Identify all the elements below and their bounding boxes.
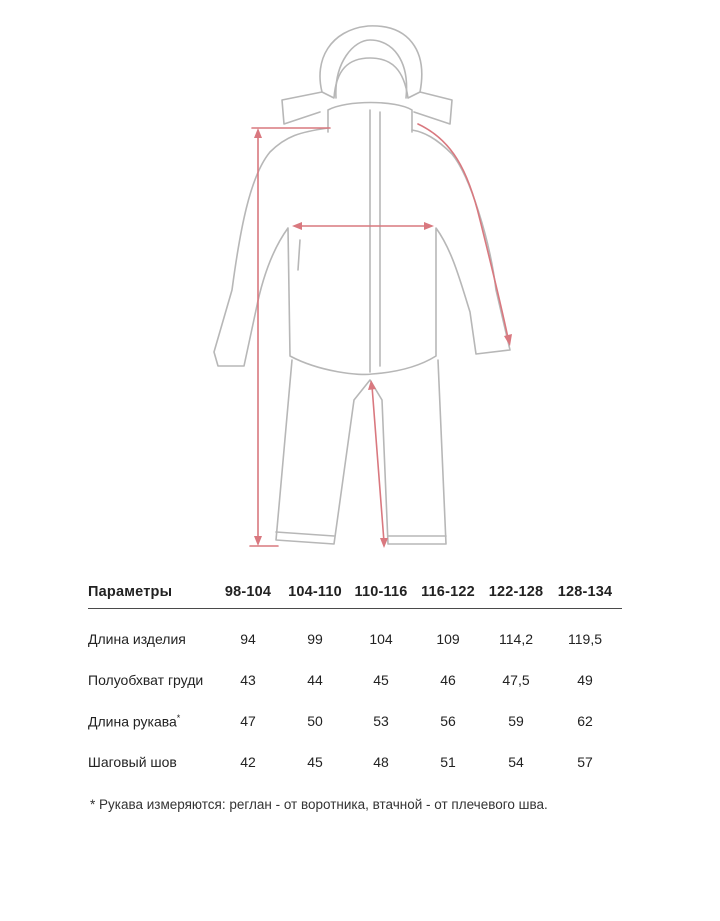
footnote-marker: *	[176, 713, 181, 723]
table-cell: 56	[440, 713, 456, 729]
table-row	[88, 660, 622, 701]
footnote: * Рукава измеряются: реглан - от воротника, втачной - от плечевого шва.	[90, 797, 548, 812]
table-cell: 119,5	[568, 631, 602, 647]
header-parameters: Параметры	[88, 584, 173, 600]
row-label: Полуобхват груди	[88, 672, 204, 688]
pocket-left	[298, 240, 300, 270]
header-size: 104-110	[288, 584, 342, 600]
table-row	[88, 701, 622, 742]
chest-arrow-left	[292, 222, 302, 230]
table-cell: 94	[240, 631, 256, 647]
table-cell: 45	[307, 754, 323, 770]
table-cell: 43	[240, 672, 256, 688]
hood-tab-left	[282, 92, 322, 124]
chest-arrow-right	[424, 222, 434, 230]
row-label	[88, 713, 180, 730]
size-table	[88, 578, 622, 783]
header-size: 98-104	[224, 584, 272, 600]
inseam-arrow-bottom	[380, 538, 388, 548]
table-cell: 109	[436, 631, 460, 647]
sleeve-measure-line	[418, 124, 508, 338]
table-cell: 47	[240, 713, 256, 729]
table-cell: 50	[307, 713, 323, 729]
row-label: Длина изделия	[88, 631, 186, 647]
table-cell: 62	[577, 713, 593, 729]
table-cell: 48	[373, 754, 389, 770]
table-cell: 42	[240, 754, 256, 770]
pants-outline	[276, 360, 446, 544]
header-size: 116-122	[421, 584, 475, 600]
header-size: 110-116	[354, 584, 408, 600]
hood-inner	[336, 40, 407, 98]
length-arrow-bottom	[254, 536, 262, 546]
table-cell: 99	[307, 631, 323, 647]
table-cell: 47,5	[502, 672, 530, 688]
table-cell: 59	[508, 713, 524, 729]
table-cell: 51	[440, 754, 456, 770]
table-row	[88, 619, 622, 660]
table-cell: 104	[369, 631, 393, 647]
table-cell: 46	[440, 672, 456, 688]
table-cell: 54	[508, 754, 524, 770]
table-header	[88, 578, 622, 609]
length-arrow-top	[254, 128, 262, 138]
table-row	[88, 742, 622, 783]
row-label: Шаговый шов	[88, 754, 177, 770]
table-cell: 49	[577, 672, 593, 688]
table-cell: 44	[307, 672, 323, 688]
header-size: 122-128	[488, 584, 544, 600]
cuff-left	[276, 532, 334, 536]
header-size: 128-134	[557, 584, 613, 600]
table-cell: 53	[373, 713, 389, 729]
table-cell: 57	[577, 754, 593, 770]
row-label-text: Длина рукава	[88, 713, 177, 730]
hood-tab-right	[414, 92, 452, 124]
table-cell: 114,2	[499, 631, 533, 647]
table-cell: 45	[373, 672, 389, 688]
